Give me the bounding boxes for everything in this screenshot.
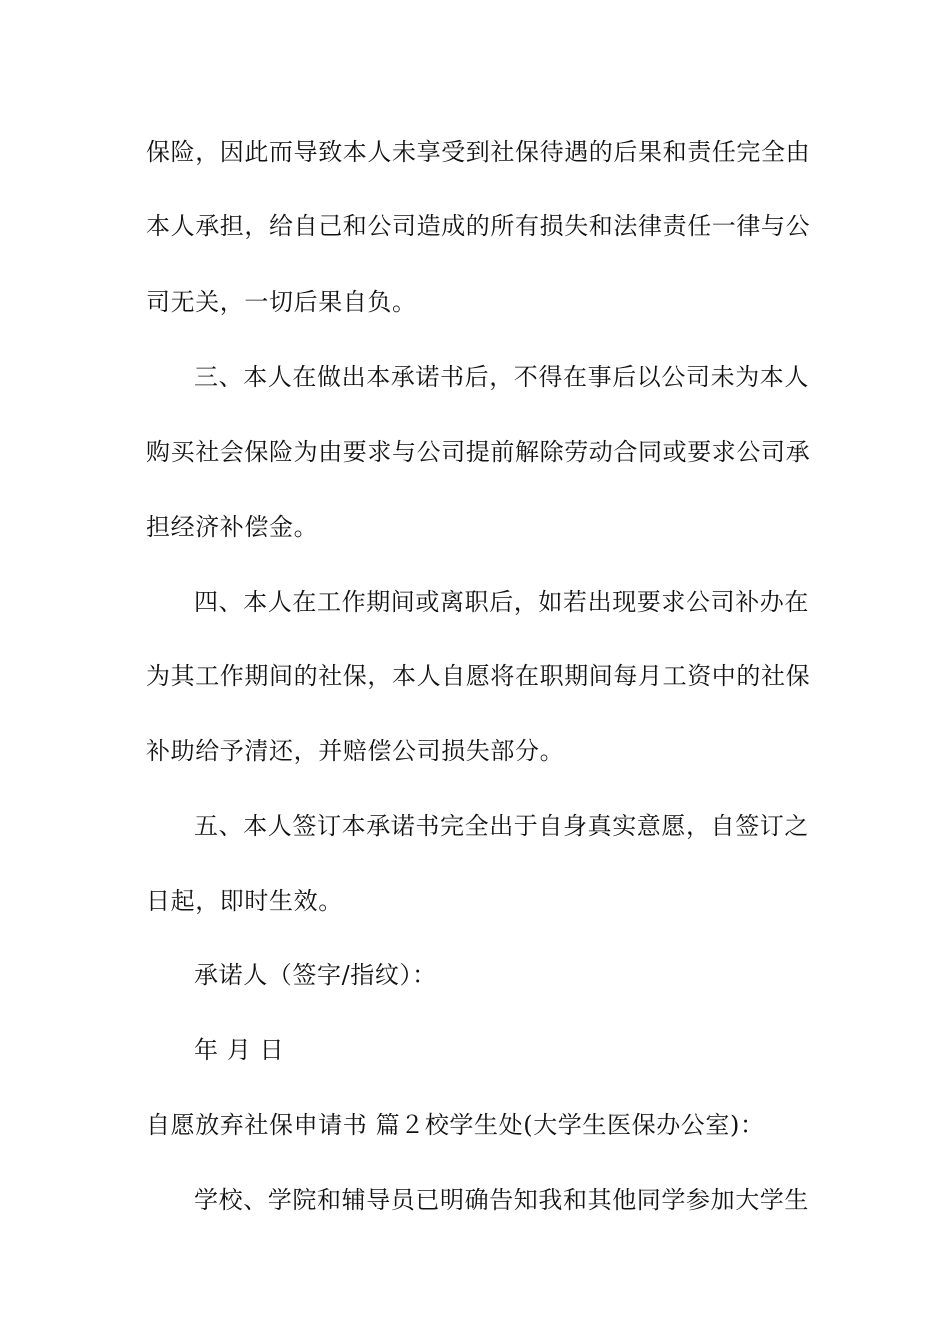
application-paragraph-line-1: 学校、学院和辅导员已明确告知我和其他同学参加大学生 [194,1186,809,1214]
paragraph-5-line-2: 日起，即时生效。 [146,887,343,915]
paragraph-3-line-2: 购买社会保险为由要求与公司提前解除劳动合同或要求公司承 [146,438,811,466]
date-line: 年 月 日 [194,1036,285,1064]
signature-line: 承诺人（签字/指纹）： [194,961,437,989]
paragraph-5-line-1: 五、本人签订本承诺书完全出于自身真实意愿，自签订之 [194,812,809,840]
paragraph-3-line-3: 担经济补偿金。 [146,513,319,541]
section-heading-line: 自愿放弃社保申请书 篇２校学生处(大学生医保办公室)： [146,1111,765,1139]
paragraph-3-line-1: 三、本人在做出本承诺书后，不得在事后以公司未为本人 [194,363,809,391]
paragraph-4-line-3: 补助给予清还，并赔偿公司损失部分。 [146,737,565,765]
paragraph-4-line-2: 为其工作期间的社保，本人自愿将在职期间每月工资中的社保 [146,662,811,690]
text-line-2: 本人承担，给自己和公司造成的所有损失和法律责任一律与公 [146,212,811,240]
paragraph-4-line-1: 四、本人在工作期间或离职后，如若出现要求公司补办在 [194,588,809,616]
text-line-1: 保险，因此而导致本人未享受到社保待遇的后果和责任完全由 [146,138,811,166]
text-line-3: 司无关，一切后果自负。 [146,288,417,316]
